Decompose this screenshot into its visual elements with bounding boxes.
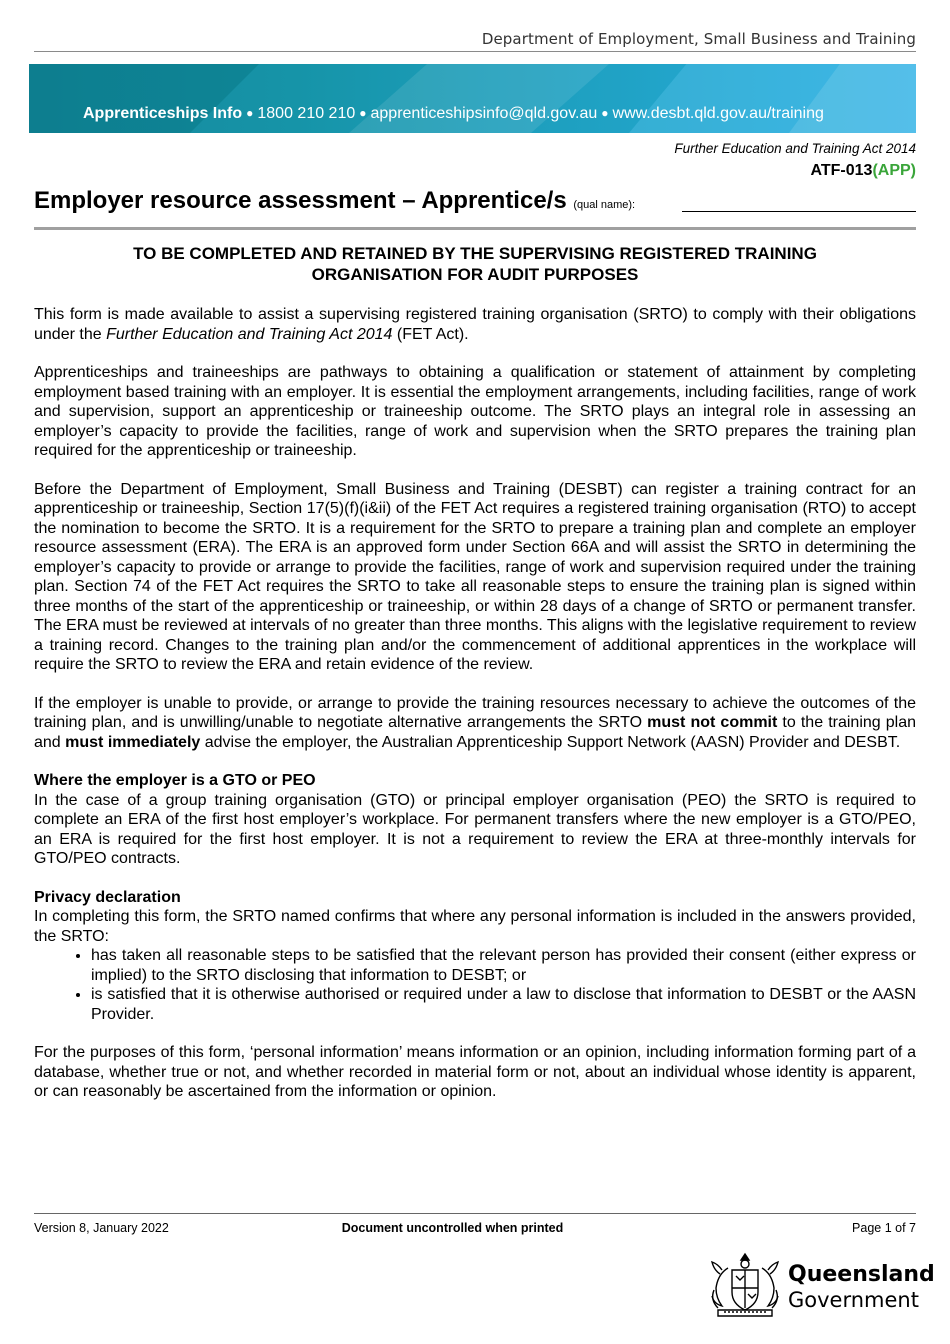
list-item: • is satisfied that it is otherwise authorised or required under a law to disclose that information to DESBT or the AASN Provider. [91,985,916,1024]
banner-email[interactable]: apprenticeshipsinfo@qld.gov.au [370,105,598,122]
form-code [811,162,917,180]
personal-info-paragraph: For the purposes of this form, ‘personal information’ means information or an opinion, including information forming part of a database, whether true or not, and whether recorded in material form or not, about an individual whose identity is apparent, or can reasonably be ascertained from the information or opinion. [34,1044,916,1100]
logo-wordmark [788,1262,935,1312]
text-run: This form is made available to assist a supervising registered training organisation (SRTO) to comply with their obligations under the [34,306,916,343]
body-content [34,305,916,1121]
qual-name-label: (qual name): [573,199,636,211]
list-item: • has taken all reasonable steps to be satisfied that the relevant person has provided their consent (either express or implied) to the SRTO disclosing that information to DESBT; or [91,946,916,985]
title-row [34,187,916,219]
bullet-separator: ● [601,106,609,120]
logo-line-government: Government [788,1288,919,1312]
intro-paragraph [34,305,916,344]
footer-page-number: Page 1 of 7 [852,1221,916,1235]
info-banner [29,64,916,133]
department-name: Department of Employment, Small Business and Training [481,30,916,48]
privacy-heading: Privacy declaration [34,888,181,906]
footer-notice: Document uncontrolled when printed [341,1221,564,1235]
pathways-paragraph: Apprenticeships and traineeships are pathways to obtaining a qualification or statement of attainment by completing employment based training with an employer. It is essential the employment arrangements, including facilities, range of work and supervision, support an apprenticeship or traineeship outcome. The SRTO plays an integral role in assessing an employer’s capacity to provide the facilities, range of work and supervision when the SRTO prepares the training plan required for the apprenticeship or traineeship. [34,364,916,459]
bold-text: must immediately [65,733,201,751]
page-title-text: Employer resource assessment – Apprentice/s [34,187,567,214]
bullet-separator: ● [246,106,254,120]
text-run: advise the employer, the Australian Apprenticeship Support Network (AASN) Provider and DESBT. [200,733,901,751]
privacy-list [34,946,916,1024]
text-run: If the employer is unable to provide, or arrange to provide the training resources necessary to achieve the outcomes of the training plan, and is unwilling/unable to negotiate alternative arrangements the SRTO [34,694,916,731]
privacy-intro: In completing this form, the SRTO named confirms that where any personal information is included in the answers provided, the SRTO: [34,908,916,945]
banner-phone[interactable]: 1800 210 210 [257,105,356,122]
queensland-government-logo [706,1250,935,1322]
subtitle-line: ORGANISATION FOR AUDIT PURPOSES [311,265,639,284]
header-divider [34,51,916,52]
form-code-prefix: ATF-013 [810,162,873,179]
department-header [0,0,950,52]
logo-line-queensland: Queensland [788,1262,935,1287]
gto-paragraph: In the case of a group training organisation (GTO) or principal employer organisation (PEO) the SRTO is required to complete an ERA of the first host employer’s workplace. For permanent transfers where the new employer is a GTO/PEO, an ERA is required for the first host employer. It is not a requirement to review the ERA at three-monthly intervals for GTO/PEO contracts. [34,791,916,867]
subtitle-line: TO BE COMPLETED AND RETAINED BY THE SUPERVISING REGISTERED TRAINING [133,244,817,263]
banner-website[interactable]: www.desbt.qld.gov.au/training [612,105,824,122]
bullet-separator: ● [359,106,367,120]
page-subtitle [34,243,916,285]
coat-of-arms-icon [706,1250,784,1322]
text-run: (FET Act). [392,325,469,343]
bold-text: must not commit [647,714,778,731]
qual-name-field[interactable] [682,211,916,212]
act-title-italic: Further Education and Training Act 2014 [106,325,393,343]
title-divider [34,227,916,230]
act-reference: Further Education and Training Act 2014 [674,141,916,156]
page-title [34,187,635,215]
registration-paragraph: Before the Department of Employment, Small Business and Training (DESBT) can register a training contract for an apprenticeship or traineeship, Section 17(5)(f)(i&ii) of the FET Act requires a registered training organisation (RTO) to accept the nomination to become the SRTO. It is a requirement for the SRTO to prepare a training plan and complete an employer resource assessment (ERA). The ERA is an approved form under Section 66A and will assist the SRTO in determining the employer’s capacity to provide or arrange to provide the facilities, range of work and supervision required under the training plan. Section 74 of the FET Act requires the SRTO to take all reasonable steps to ensure the training plan is signed within three months of the start of the apprenticeship or traineeship, or within 28 days of a change of SRTO or permanent transfer. The ERA must be reviewed at intervals of no greater than three months. This aligns with the legislative requirement to review a training record. Changes to the training plan and/or the commencement of additional apprentices in the workplace will require the SRTO to review the ERA and retain evidence of the review. [34,480,916,673]
footer-version: Version 8, January 2022 [34,1221,169,1235]
banner-contact [83,105,824,123]
text-run: to the training plan and [34,714,917,751]
footer-divider [34,1213,916,1214]
banner-label: Apprenticeships Info [83,105,243,122]
commitment-paragraph [34,694,916,753]
gto-heading: Where the employer is a GTO or PEO [34,772,316,789]
form-code-suffix: (APP) [872,162,916,179]
